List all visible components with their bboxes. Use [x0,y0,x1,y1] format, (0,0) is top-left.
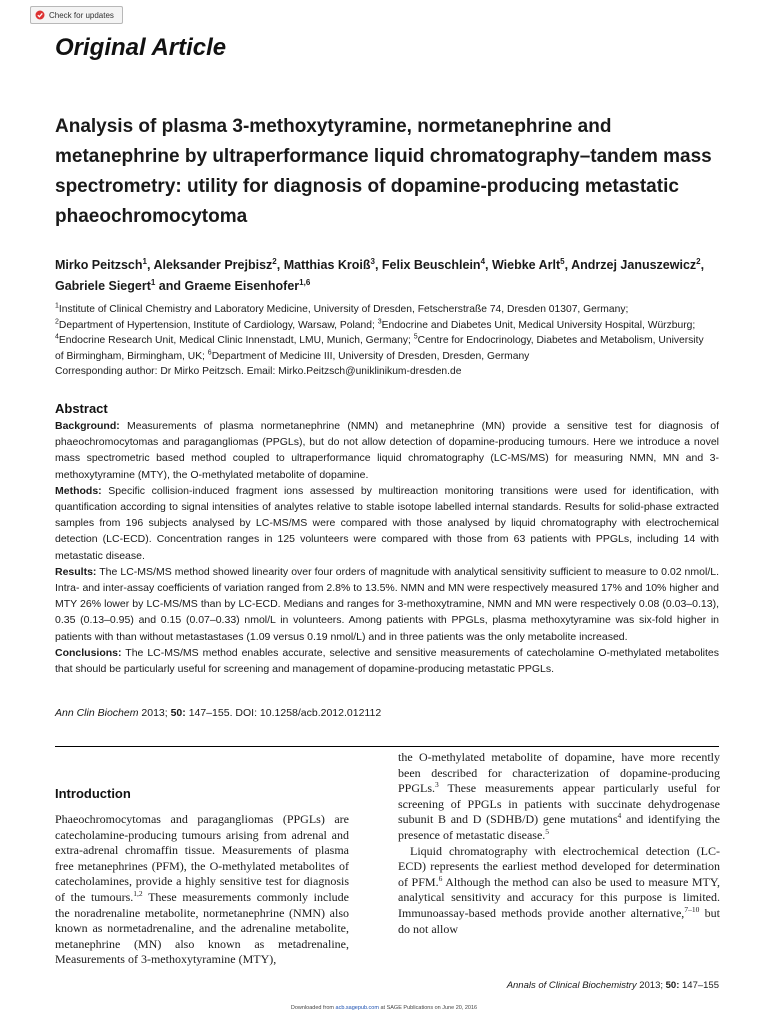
author-affiliation-marker: 5 [560,256,565,266]
check-updates-icon [35,10,45,20]
affiliation-text: Centre for Endocrinology, Diabetes and Metabolism, University of Birmingham, Birmingham, UK; [55,335,704,362]
abstract-section-text: Specific collision-induced fragment ions assessed by multireaction monitoring transitions were used for identification, with quantification according to signal intensities of analytes relative to stable isotope labelled internal standards. Results for solid-phase extracted samples from 196 subjects analysed by LC-MS/MS were compared with those analysed by liquid chromatography with electrochemical detection (LC-ECD). Concentration ranges in 125 volunteers were compared with those from 63 patients with PPGLs, including 14 with metastatic disease. [55,484,719,562]
abstract-heading: Abstract [55,401,108,416]
author-affiliation-marker: 1 [142,256,147,266]
download-prefix: Downloaded from [290,1005,336,1011]
affiliation-marker: 2 [55,318,59,326]
intro-text: the O-methylated metabolite of dopamine, have more recently been described for characterization of dopamine-producing PPGLs. [398,750,720,796]
reference-marker: 4 [617,811,622,821]
author-affiliation-marker: 3 [370,256,375,266]
author-separator: , [485,258,492,272]
reference-marker: 1,2 [133,888,143,898]
citation-year: 2013; [138,707,171,719]
intro-text: Although the method can also be used to measure MTY, analytical sensitivity and accuracy for this purpose is limited. Immunoassay-based methods provide another alternative, [398,874,721,920]
affiliation-text: Department of Medicine III, University of Dresden, Dresden, Germany [211,350,530,362]
author-affiliation-marker: 1 [150,277,156,287]
download-notice [0,1005,768,1011]
footer-journal-name: Annals of Clinical Biochemistry [506,980,637,991]
affiliation-text: Institute of Clinical Chemistry and Laboratory Medicine, University of Dresden, Fetscherstraße 74, Dresden 01307, Germany; [58,304,629,315]
reference-marker: 6 [438,873,443,883]
article-title: Analysis of plasma 3-methoxytyramine, normetanephrine and metanephrine by ultraperformance liquid chromatography–tandem mass spectrometry: utility for diagnosis of dopamine-producing metastatic phaeochromocytoma [55,116,712,227]
citation-journal: Ann Clin Biochem [55,707,139,719]
abstract-section [55,645,719,677]
affiliation-marker: 6 [207,349,212,357]
author-name: Andrzej Januszewicz [571,258,697,272]
introduction-right-column [398,750,720,937]
intro-text: These measurements appear particularly useful for screening of PPGLs in patients with succinate dehydrogenase subunit B and D (SDHB/D) gene mutations [398,781,720,827]
abstract-section-text: The LC-MS/MS method enables accurate, selective and sensitive measurements of catecholamine O-methylated metabolites that should be particularly useful for screening and management of dopamine-producing metastatic PPGLs. [55,646,719,676]
abstract-section-text: The LC-MS/MS method showed linearity over four orders of magnitude with analytical sensitivity sufficient to measure to 0.02 nmol/L. Intra- and inter-assay coefficients of variation ranged from 2.8% to 13.5%. NMN and MN were respectively measured 17% and 10% higher and MTY 26% lower by LC-MS/MS than by LC-ECD. Medians and ranges for 3-methoxytramine, NMN and MN were respectively 0.08 (0.03–0.13), 0.35 (0.13–0.95) and 0.15 (0.07–0.33) nmol/L in volunteers. Among patients with PPGLs, plasma methoxytyramine was six-fold higher in patients with than without metastastases (1.09 versus 0.19 nmol/L) and in three patients was the only metabolite increased. [55,565,719,643]
author-affiliation-marker: 4 [480,256,486,266]
abstract-section-text: Measurements of plasma normetanephrine (NMN) and metanephrine (MN) provide a sensitive test for diagnosis of phaeochromocytomas and paragangliomas (PPGLs), but do not allow detection of dopamine-producing tumours. Here we introduce a novel mass spectrometric based method coupled to ultraperformance liquid chromatography (LC-MS/MS) for measuring NMN, MN and 3-methoxytyramine (MTY), the O-methylated metabolite of dopamine. [55,420,719,481]
intro-text: Liquid chromatography with electrochemical detection (LC-ECD) represents the earliest method developed for determination of PFM. [398,843,720,889]
article-type: Original Article [55,34,227,61]
abstract-section-label: Results: [55,565,97,578]
affiliation-list [55,304,704,362]
abstract-body [55,418,719,677]
citation [55,707,381,719]
section-divider [55,746,719,747]
citation-pages-doi: 147–155. DOI: 10.1258/acb.2012.012112 [185,707,382,719]
introduction-left-column [55,812,349,968]
author-name: Gabriele Siegert [55,279,151,293]
author-affiliation-marker: 1,6 [299,277,311,287]
author-affiliation-marker: 2 [696,256,701,266]
author-name: Felix Beuschlein [381,258,481,272]
abstract-section-label: Conclusions: [55,646,122,659]
intro-text: and identifying the presence of metastatic disease. [398,812,720,842]
abstract-section [55,418,719,483]
footer-journal-info [507,980,719,991]
download-suffix: at SAGE Publications on June 20, 2016 [378,1005,478,1011]
author-separator: , [700,258,705,272]
author-name: Mirko Peitzsch [55,258,143,272]
check-for-updates-badge[interactable] [30,6,123,24]
author-separator: and [155,279,185,293]
intro-text: These measurements commonly include the noradrenaline metabolite, normetanephrine (NMN) also known as normetadrenaline, and the adrenaline metabolite, metanephrine (MN) also known as metadrenaline, Measurements of 3-methoxytyramine (MTY), [55,889,349,967]
introduction-heading: Introduction [55,786,131,801]
affiliation-marker: 3 [377,318,382,326]
author-list [55,255,715,297]
author-separator: , [564,258,572,272]
author-name: Matthias Kroiß [283,258,371,272]
affiliation-text: Department of Hypertension, Institute of Cardiology, Warsaw, Poland; [58,319,378,331]
footer-volume: 50: [665,980,680,991]
author-separator: , [276,258,284,272]
author-separator: , [146,258,154,272]
intro-text: but do not allow [398,905,720,936]
affiliation-marker: 1 [55,302,59,310]
check-updates-label: Check for updates [49,10,114,20]
author-name: Graeme Eisenhofer [184,279,300,293]
intro-paragraph [398,750,720,844]
intro-text: Phaeochromocytomas and paragangliomas (PPGLs) are catecholamine-producing tumours arising from adrenal and extra-adrenal chromaffin tissue. Measurements of plasma free metanephrines (PFM), the O-methylated metabolites of catecholamines, provide a highly sensitive test for diagnosis of the tumours. [55,812,349,904]
footer-year: 2013; [636,980,666,991]
affiliation-text: Endocrine and Diabetes Unit, Medical University Hospital, Würzburg; [381,319,696,331]
author-name: Aleksander Prejbisz [153,258,273,272]
intro-paragraph [398,844,720,938]
author-affiliation-marker: 2 [272,256,277,266]
corresponding-author: Corresponding author: Dr Mirko Peitzsch. Email: Mirko.Peitzsch@uniklinikum-dresden.de [55,366,462,377]
abstract-section-label: Methods: [55,484,102,497]
author-separator: , [374,258,382,272]
affiliation-text: Endocrine Research Unit, Medical Clinic Innenstadt, LMU, Munich, Germany; [58,335,414,346]
affiliation-marker: 4 [55,333,59,341]
download-site-link[interactable]: acb.sagepub.com [335,1005,379,1011]
affiliation-marker: 5 [413,333,418,341]
affiliations [55,302,715,380]
footer-pages: 147–155 [679,980,719,991]
abstract-section [55,564,719,645]
abstract-section [55,483,719,564]
abstract-section-label: Background: [55,420,120,432]
reference-marker: 7–10 [684,904,700,914]
reference-marker: 3 [435,780,439,790]
reference-marker: 5 [545,826,550,836]
author-name: Wiebke Arlt [491,258,561,272]
intro-paragraph [55,812,349,968]
citation-volume: 50: [170,707,186,719]
